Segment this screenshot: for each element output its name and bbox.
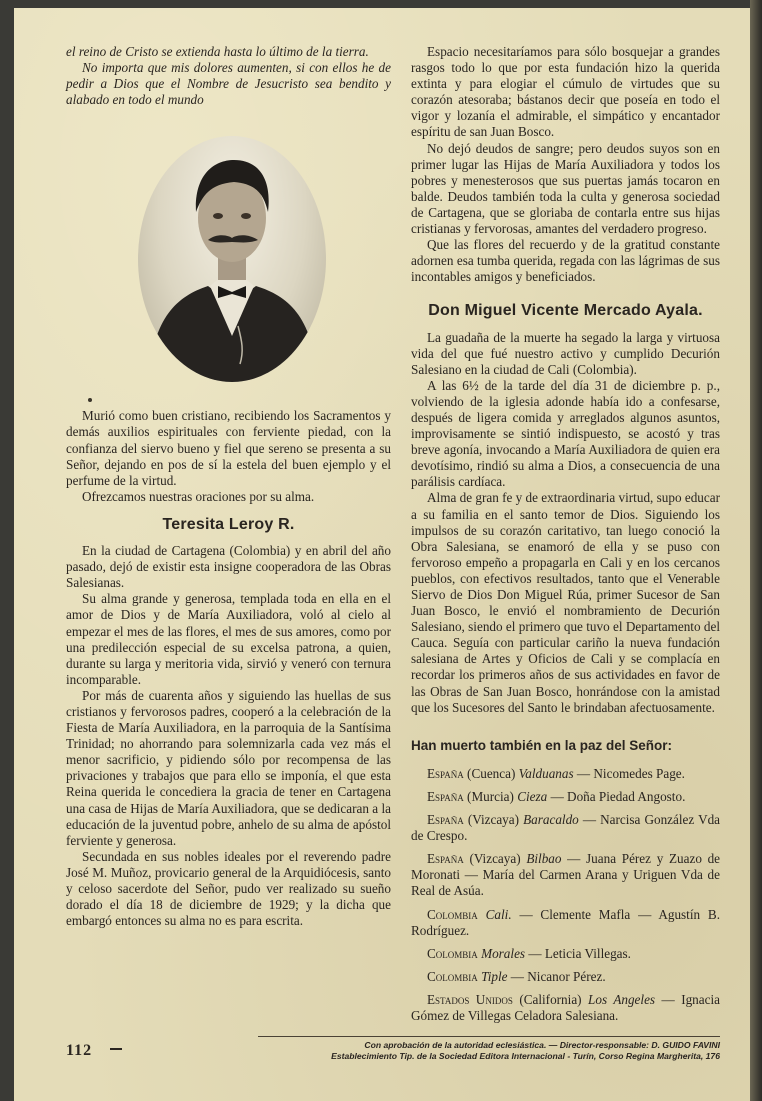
intro-quote-line-2: No importa que mis dolores aumenten, si con ellos he de pedir a Dios que el Nombre de Jesucristo sea bendito y alabado en todo el mundo: [66, 60, 391, 108]
teresita-paragraph-2: Su alma grande y generosa, templada toda en ella en el amor de Dios y de María Auxiliadora, voló al cielo al empezar el mes de las flores, el mes de sus amores, como por una predilección especial de su excelsa patrona, a quien, durante su larga y meritoria vida, sirvió y veneró con ternura incomparable.: [66, 591, 391, 687]
obituary-entry: España (Vizcaya) Baracaldo — Narcisa González Vda de Crespo.: [411, 812, 721, 844]
teresita-paragraph-1: En la ciudad de Cartagena (Colombia) y en abril del año pasado, dejó de existir esta insigne cooperadora de las Obras Salesianas.: [66, 543, 391, 591]
left-column: [66, 44, 391, 929]
right-column: [411, 44, 720, 1031]
obituary-entry: España (Murcia) Cieza — Doña Piedad Angosto.: [427, 788, 686, 804]
obituary-list: [411, 766, 720, 1024]
imprint-footer: [258, 1040, 720, 1062]
imprint-line-2: Establecimiento Tip. de la Sociedad Editora Internacional - Turín, Corso Regina Margherita, 176: [331, 1051, 720, 1061]
page-number-dash: [110, 1048, 122, 1050]
page-edge-shadow: [750, 0, 762, 1101]
obituary-list-title: Han muerto también en la paz del Señor:: [411, 737, 673, 753]
portrait-container: [66, 108, 391, 398]
section-title-teresita: Teresita Leroy R.: [162, 515, 295, 533]
obituary-entry: Estados Unidos (California) Los Angeles — Ignacia Gómez de Villegas Celadora Salesiana.: [411, 991, 721, 1023]
mercado-paragraph-3: Alma de gran fe y de extraordinaria virtud, supo educar a su familia en el santo temor de Dios. Siguiendo los impulsos de su corazón caritativo, tan luego conoció la Obra Salesiana, se enamoró de ella y se puso con fervoroso empeño a propagarla en Cali y en los cercanos pueblos, con efectivos resultados, tanto que el Venerable Siervo de Dios Don Miguel Rúa, primer Sucesor de San Juan Bosco, le envió el nombramiento de Decurión Salesiano, siendo el primero que tuvo el Departamento del Cauca. Seguía con particular cariño la nueva fundación salesiana de Artes y Oficios de Cali y se complacía en recordar los primeros años de sus actividades en favor de las Obras de San Juan Bosco, honrándose con la amistad que los Sucesores del Santo le brindaban afectuosamente.: [411, 490, 720, 715]
footer-rule: [258, 1036, 720, 1037]
intro-quote-line-1: el reino de Cristo se extienda hasta lo último de la tierra.: [66, 44, 369, 59]
teresita-paragraph-3: Por más de cuarenta años y siguiendo las huellas de sus cristianos y fervorosos padres, cooperó a la celebración de la Fiesta de María Auxiliadora, en la parroquia de la Santísima Trinidad; no ahorrando para solemnizarla cada vez más el menor sacrificio, y pidiendo sólo por recompensa de las privaciones y trabajos que para ello se imponía, el que esta Reina querida le concediera la gracia de tener en Cartagena una casa de Hijas de María Auxiliadora, que se dedicaran a la educación de la juventud pobre, anhelo de su alma de apóstol ferviente y generosa.: [66, 687, 391, 848]
print-speck: [88, 398, 92, 402]
obituary-entry: España (Cuenca) Valduanas — Nicomedes Page.: [427, 765, 685, 781]
prayer-paragraph: Ofrezcamos nuestras oraciones por su alma.: [82, 488, 315, 504]
right-paragraph-1: Espacio necesitaríamos para sólo bosquejar a grandes rasgos todo lo que por esta fundación hizo la querida extinta y para elogiar el cúmulo de virtudes que su corazón atesoraba; bástanos decir que poseía en todo el vigor y lozanía el admirable, el simpático y encantador espíritu de san Juan Bosco.: [411, 44, 720, 140]
mercado-paragraph-2: A las 6½ de la tarde del día 31 de diciembre p. p., volviendo de la iglesia adonde había ido a confesarse, después de ligera comida y arreglados algunos asuntos, improvisamente se sintió indispuesto, se acostó y tras breve agonía, invocando a María Auxiliadora de quien era devotísimo, rindió su alma a Dios, a consecuencia de una parálisis cardíaca.: [411, 377, 720, 490]
obituary-entry: España (Vizcaya) Bilbao — Juana Pérez y Zuazo de Moronati — María del Carmen Arana y Uriguen Vda de Real de Asúa.: [411, 851, 721, 899]
imprint-line-1: Con aprobación de la autoridad eclesiástica. — Director-responsable: D. GUIDO FAVINI: [364, 1040, 720, 1050]
obituary-entry: Colombia Tiple — Nicanor Pérez.: [427, 968, 606, 984]
right-paragraph-2: No dejó deudos de sangre; pero deudos suyos son en primer lugar las Hijas de María Auxiliadora y todos los pobres y menesterosos que sus puertas jamás tocaron en balde. Deudos también toda la culta y generosa sociedad de Cartagena, que se gloriaba de contarla entre sus hijas cristianas y fervorosas, amantes del verdadero progreso.: [411, 140, 720, 237]
right-paragraph-3: Que las flores del recuerdo y de la gratitud constante adornen esa tumba querida, regada con las lágrimas de sus incontables amigos y beneficiados.: [411, 237, 720, 285]
mercado-paragraph-1: La guadaña de la muerte ha segado la larga y virtuosa vida del que fué nuestro activo y cumplido Decurión Salesiano en la ciudad de Cali (Colombia).: [411, 329, 720, 377]
obituary-entry: Colombia Cali. — Clemente Mafla — Agustín B. Rodríguez.: [411, 906, 721, 938]
man-portrait-image: [138, 136, 326, 382]
section-title-mercado: Don Miguel Vicente Mercado Ayala.: [428, 302, 703, 320]
obituary-entry: Colombia Morales — Leticia Villegas.: [427, 945, 631, 961]
death-paragraph: Murió como buen cristiano, recibiendo los Sacramentos y demás auxilios espirituales con ferviente piedad, con la confianza del siervo bueno y fiel que sereno se presenta a su Señor, dejando en pos de sí la estela del buen ejemplo y el perfume de la virtud.: [66, 408, 391, 488]
teresita-paragraph-4: Secundada en sus nobles ideales por el reverendo padre José M. Muñoz, provicario general de la Arquidiócesis, santo y celoso sacerdote del Señor, pudo ver realizado su sueño dorado el día 18 de diciembre de 1929; y la dicha que embargó entonces su alma no es para escrita.: [66, 848, 391, 929]
portrait-photo: [138, 136, 326, 382]
page-number: 112: [66, 1042, 93, 1059]
